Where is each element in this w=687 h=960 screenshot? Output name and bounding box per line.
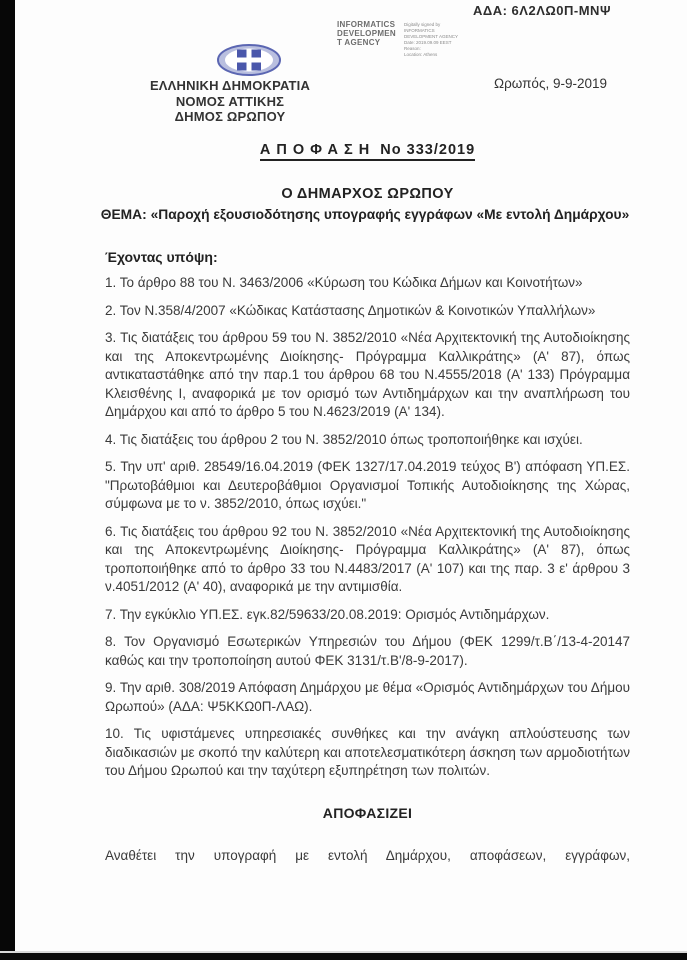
- stamp-sig-line: INFORMATICS: [404, 28, 435, 33]
- greek-national-emblem-icon: [217, 44, 281, 76]
- ada-code: ΑΔΑ: 6Λ2ΛΩ0Π-ΜΝΨ: [473, 3, 611, 18]
- mayor-heading: Ο ΔΗΜΑΡΧΟΣ ΩΡΩΠΟΥ: [281, 186, 454, 202]
- legal-basis-item: 9. Την αριθ. 308/2019 Απόφαση Δημάρχου με θέμα «Ορισμός Αντιδημάρχων του Δήμου Ωρωπού» (ΑΔΑ: Ψ5ΚΚΩ0Π-ΛΑΩ).: [105, 680, 630, 714]
- digital-signature-stamp: [337, 20, 507, 58]
- closing-line: Αναθέτει την υπογραφή με εντολή Δημάρχου, αποφάσεων, εγγράφων,: [105, 847, 630, 863]
- legal-basis-item: 2. Τον Ν.358/4/2007 «Κώδικας Κατάστασης Δημοτικών & Κοινοτικών Υπαλλήλων»: [105, 302, 596, 318]
- stamp-agency-name: [337, 20, 396, 58]
- subject-line: ΘΕΜΑ: «Παροχή εξουσιοδότησης υπογραφής εγγράφων «Με εντολή Δημάρχου»: [100, 207, 630, 222]
- authority-line-republic: ΕΛΛΗΝΙΚΗ ΔΗΜΟΚΡΑΤΙΑ: [149, 78, 311, 93]
- stamp-agency-line: T AGENCY: [337, 38, 381, 47]
- decision-title: Α Π Ο Φ Α Σ Η Νο 333/2019: [260, 142, 475, 161]
- place-and-date: Ωρωπός, 9-9-2019: [494, 76, 607, 91]
- legal-basis-item: 6. Τις διατάξεις του άρθρου 92 του Ν. 3852/2010 «Νέα Αρχιτεκτονική της Αυτοδιοίκησης και της Αποκεντρωμένης Διοίκησης- Πρόγραμμα Καλλικράτης» (Α' 87), όπως τροποποιήθηκε από το άρθρο 33 του Ν.4483/2017 (Α' 107) και της παρ. 3 ε' άρθρου 3 ν.4051/2012 (Α' 40), αναφορικά με την αντιμισθία.: [105, 523, 630, 594]
- legal-basis-item: 5. Την υπ' αριθ. 28549/16.04.2019 (ΦΕΚ 1327/17.04.2019 τεύχος Β') απόφαση ΥΠ.ΕΣ. "Πρωτοβάθμιοι και Δευτεροβάθμιοι Οργανισμοί Τοπικής Αυτοδιοίκησης της Χώρας, σύμφωνα με το ν. 3852/2010, όπως ισχύει.": [105, 459, 630, 511]
- stamp-agency-line: INFORMATICS: [337, 20, 396, 29]
- legal-basis-item: 8. Τον Οργανισμό Εσωτερικών Υπηρεσιών του Δήμου (ΦΕΚ 1299/τ.Β΄/13-4-20147 καθώς και την τροποποίηση αυτού ΦΕΚ 3131/τ.Β'/8-9-2017).: [105, 634, 630, 668]
- legal-basis-item: 10. Τις υφιστάμενες υπηρεσιακές συνθήκες και την ανάγκη απλούστευσης των διαδικασιών με σκοπό την καλύτερη και αποτελεσματικότερη άσκηση των αρμοδιοτήτων του Δήμου Ωρωπού και την ταχύτερη εξυπηρέτηση των πολιτών.: [105, 726, 630, 778]
- legal-basis-item: 1. Το άρθρο 88 του Ν. 3463/2006 «Κύρωση του Κώδικα Δήμων και Κοινοτήτων»: [105, 275, 583, 290]
- decides-heading: ΑΠΟΦΑΣΙΖΕΙ: [322, 804, 413, 821]
- stamp-sig-line: DEVELOPMENT AGENCY: [404, 34, 458, 39]
- stamp-sig-line: Date: 2019.09.09 EEST: [404, 40, 452, 45]
- stamp-sig-line: Digitally signed by: [404, 22, 441, 27]
- legal-basis-item: 7. Την εγκύκλιο ΥΠ.ΕΣ. εγκ.82/59633/20.08.2019: Ορισμός Αντιδημάρχων.: [105, 606, 550, 622]
- document-body: [100, 141, 630, 865]
- stamp-sig-line: Reason:: [404, 46, 421, 51]
- having-regard-heading: Έχοντας υπόψη:: [105, 249, 218, 265]
- scan-edge-bottom: [0, 951, 687, 960]
- authority-line-municipality: ΔΗΜΟΣ ΩΡΩΠΟΥ: [174, 109, 286, 124]
- legal-basis-item: 3. Τις διατάξεις του άρθρου 59 του Ν. 3852/2010 «Νέα Αρχιτεκτονική της Αυτοδιοίκησης και της Αποκεντρωμένης Διοίκησης- Πρόγραμμα Καλλικράτης» (Α' 87), όπως αντικαταστάθηκε από την παρ.1 του άρθρου 68 του Ν.4555/2018 (Α' 133) Πρόγραμμα Κλεισθένης Ι, αναφορικά με τον ορισμό των Αντιδημάρχων και την αναπλήρωση του Δημάρχου και από το άρθρο 5 του Ν.4623/2019 (Α' 134).: [105, 330, 630, 419]
- authority-line-prefecture: ΝΟΜΟΣ ΑΤΤΙΚΗΣ: [175, 93, 285, 109]
- issuing-authority: [140, 78, 320, 125]
- stamp-sig-line: Location: Athens: [404, 52, 438, 57]
- scan-edge-left: [0, 0, 15, 960]
- stamp-agency-line: DEVELOPMEN: [337, 29, 397, 38]
- legal-basis-item: 4. Τις διατάξεις του άρθρου 2 του Ν. 3852/2010 όπως τροποποιήθηκε και ισχύει.: [105, 431, 583, 447]
- stamp-signature-details: [404, 20, 458, 58]
